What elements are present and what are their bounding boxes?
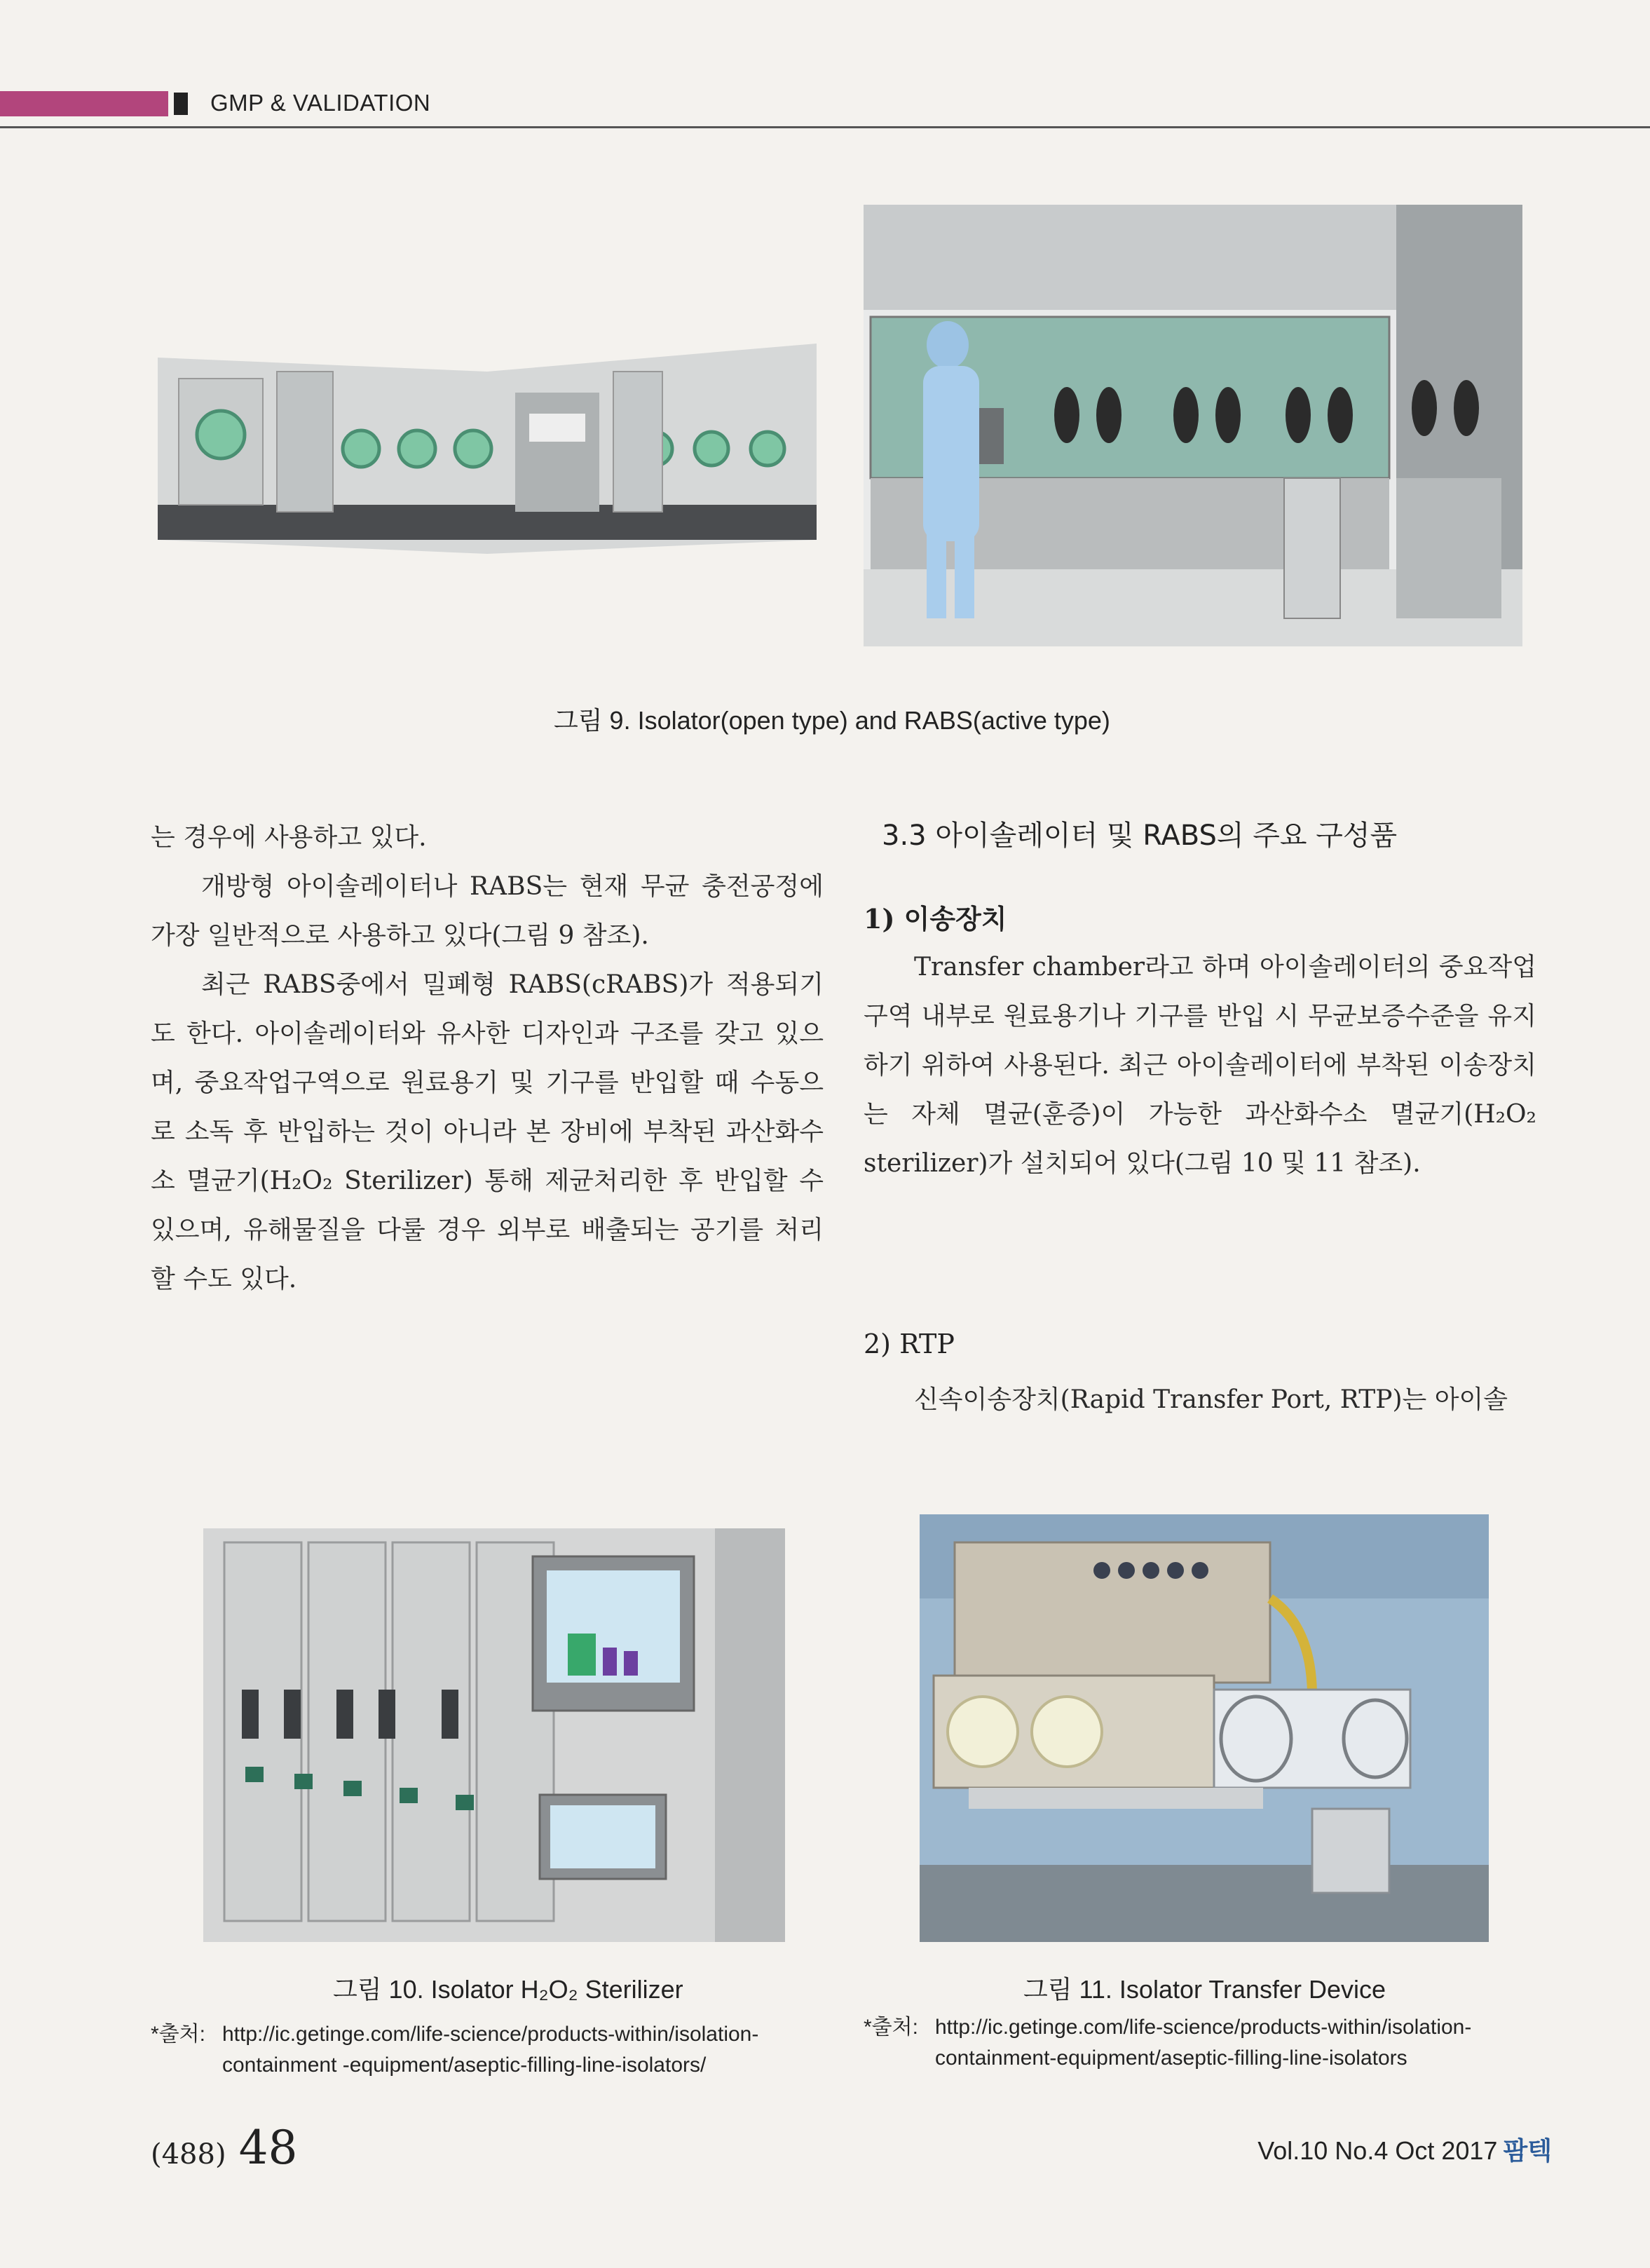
page-number: 48 bbox=[238, 2121, 298, 2175]
figure-11-source bbox=[864, 2012, 1543, 2082]
page-number-bracket: (488) bbox=[151, 2138, 226, 2171]
issue-info bbox=[1257, 2131, 1552, 2167]
header-rule bbox=[0, 126, 1650, 128]
source-label: *출처: bbox=[864, 2016, 918, 2039]
paragraph: 개방형 아이솔레이터나 RABS는 현재 무균 충전공정에 가장 일반적으로 사용하고 있다(그림 9 참조). bbox=[151, 872, 824, 950]
figure-10-sterilizer-photo bbox=[203, 1528, 785, 1942]
paragraph: Transfer chamber라고 하며 아이솔레이터의 중요작업구역 내부로 원료용기나 기구를 반입 시 무균보증수준을 유지하기 위하여 사용된다. 최근 아이솔레이터에 부착된 이송장치는 자체 멸균(훈증)이 가능한 과산화수소 멸균기(H₂O₂ sterilizer)가 설치되어 있다(그림 10 및 11 참조). bbox=[864, 953, 1536, 1178]
figure-10-source bbox=[151, 2019, 831, 2089]
left-column-body bbox=[151, 813, 824, 1304]
subheading-transfer-device: 1) 이송장치 bbox=[864, 903, 1007, 935]
source-label: *출처: bbox=[151, 2023, 205, 2046]
source-url: http://ic.getinge.com/life-science/products-within/isolation-containment -equipment/aseptic-filling-line-isolators/ bbox=[222, 2023, 759, 2077]
figure-10-caption: 그림 10. Isolator H₂O₂ Sterilizer bbox=[333, 1975, 683, 2004]
running-header: GMP & VALIDATION bbox=[210, 90, 431, 116]
figure-11-caption: 그림 11. Isolator Transfer Device bbox=[1023, 1975, 1386, 2004]
paragraph: 는 경우에 사용하고 있다. bbox=[151, 823, 427, 852]
source-url: http://ic.getinge.com/life-science/products-within/isolation-containment-equipment/aseptic-filling-line-isolators bbox=[935, 2016, 1472, 2070]
paragraph: 최근 RABS중에서 밀폐형 RABS(cRABS)가 적용되기도 한다. 아이솔레이터와 유사한 디자인과 구조를 갖고 있으며, 중요작업구역으로 원료용기 및 기구를 반입할 때 수동으로 소독 후 반입하는 것이 아니라 본 장비에 부착된 과산화수소 멸균기(H₂O₂ Sterilizer) 통해 제균처리한 후 반입할 수 있으며, 유해물질을 다룰 경우 외부로 배출되는 공기를 처리할 수도 있다. bbox=[151, 970, 824, 1293]
page-number-block bbox=[151, 2121, 298, 2175]
header-accent-bar bbox=[0, 91, 168, 116]
figure-11-transfer-device-photo bbox=[920, 1514, 1489, 1942]
subheading-rtp: 2) RTP bbox=[864, 1329, 955, 1359]
right-column-body-1 bbox=[864, 943, 1536, 1188]
issue-label: Vol.10 No.4 Oct 2017 bbox=[1257, 2136, 1498, 2165]
header-marker bbox=[174, 93, 188, 115]
section-heading-3-3: 3.3 아이솔레이터 및 RABS의 주요 구성품 bbox=[882, 820, 1398, 852]
figure-9-isolator-photo bbox=[151, 330, 824, 568]
magazine-brand: 팜텍 bbox=[1503, 2137, 1552, 2166]
figure-9-rabs-photo bbox=[864, 205, 1522, 646]
paragraph: 신속이송장치(Rapid Transfer Port, RTP)는 아이솔 bbox=[914, 1385, 1508, 1414]
figure-9-caption: 그림 9. Isolator(open type) and RABS(active type) bbox=[554, 706, 1110, 735]
right-column-body-2 bbox=[864, 1376, 1536, 1425]
